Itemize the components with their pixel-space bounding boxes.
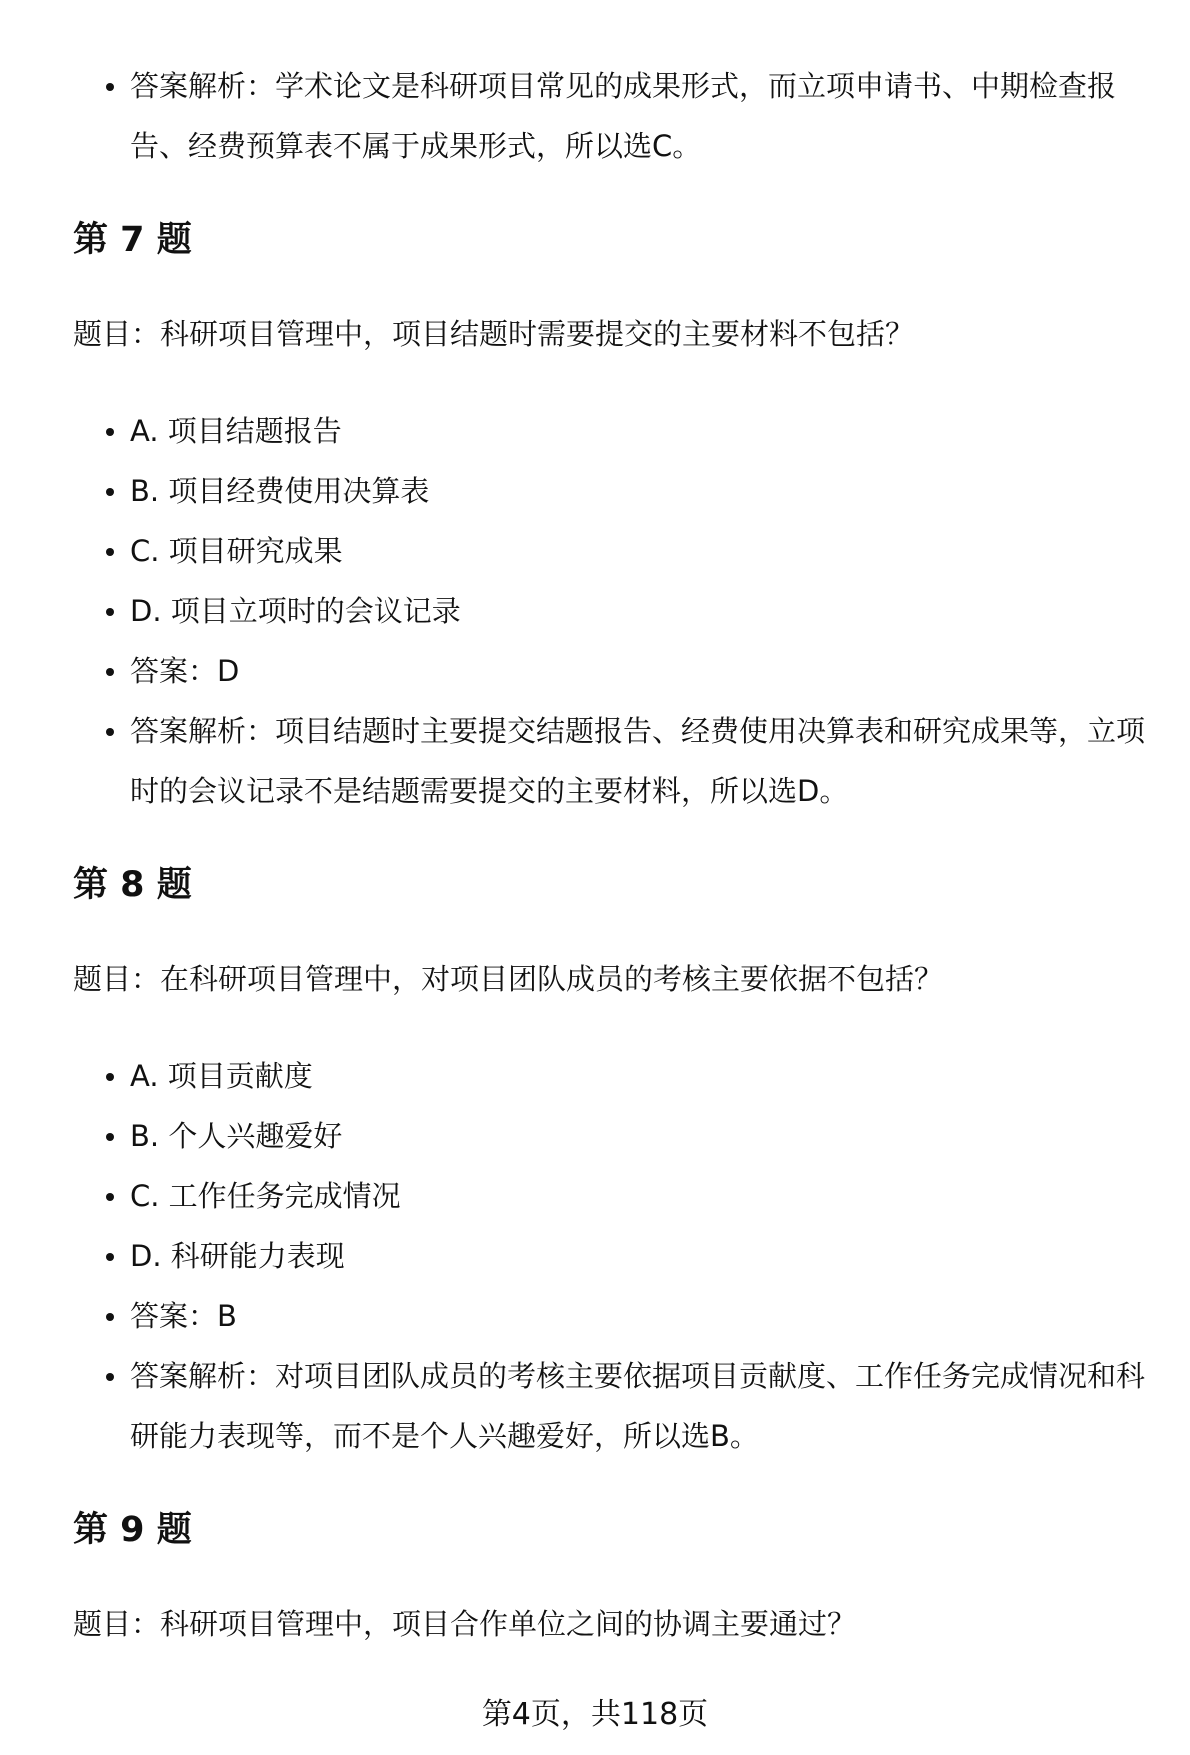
answer: 答案：D xyxy=(73,641,1158,701)
question-text: 题目：科研项目管理中，项目结题时需要提交的主要材料不包括？ xyxy=(73,317,915,351)
option-d: D. 科研能力表现 xyxy=(73,1226,1158,1286)
answer: 答案：B xyxy=(73,1286,1158,1346)
question-options-list xyxy=(73,401,1158,821)
answer-explanation: 答案解析：项目结题时主要提交结题报告、经费使用决算表和研究成果等，立项时的会议记录不是结题需要提交的主要材料，所以选D。 xyxy=(73,701,1158,821)
question-heading: 第 9 题 xyxy=(73,1510,192,1550)
option-c: C. 工作任务完成情况 xyxy=(73,1166,1158,1226)
option-c: C. 项目研究成果 xyxy=(73,521,1158,581)
question-8 xyxy=(73,861,1158,1466)
option-a: A. 项目贡献度 xyxy=(73,1046,1158,1106)
question-text: 题目：在科研项目管理中，对项目团队成员的考核主要依据不包括？ xyxy=(73,962,944,996)
option-a: A. 项目结题报告 xyxy=(73,401,1158,461)
question-heading: 第 7 题 xyxy=(73,220,192,260)
option-b: B. 个人兴趣爱好 xyxy=(73,1106,1158,1166)
document-content xyxy=(73,56,1158,1648)
question-9 xyxy=(73,1506,1158,1648)
answer-explanation: 答案解析：对项目团队成员的考核主要依据项目贡献度、工作任务完成情况和科研能力表现等，而不是个人兴趣爱好，所以选B。 xyxy=(73,1346,1158,1466)
question-7 xyxy=(73,216,1158,821)
question-text: 题目：科研项目管理中，项目合作单位之间的协调主要通过？ xyxy=(73,1607,857,1641)
answer-explanation: 答案解析：学术论文是科研项目常见的成果形式，而立项申请书、中期检查报告、经费预算表不属于成果形式，所以选C。 xyxy=(73,56,1158,176)
option-b: B. 项目经费使用决算表 xyxy=(73,461,1158,521)
option-d: D. 项目立项时的会议记录 xyxy=(73,581,1158,641)
question-heading: 第 8 题 xyxy=(73,865,192,905)
question-options-list xyxy=(73,1046,1158,1466)
page-number-footer: 第4页，共118页 xyxy=(481,1697,709,1732)
prev-question-answer-list xyxy=(73,56,1158,176)
